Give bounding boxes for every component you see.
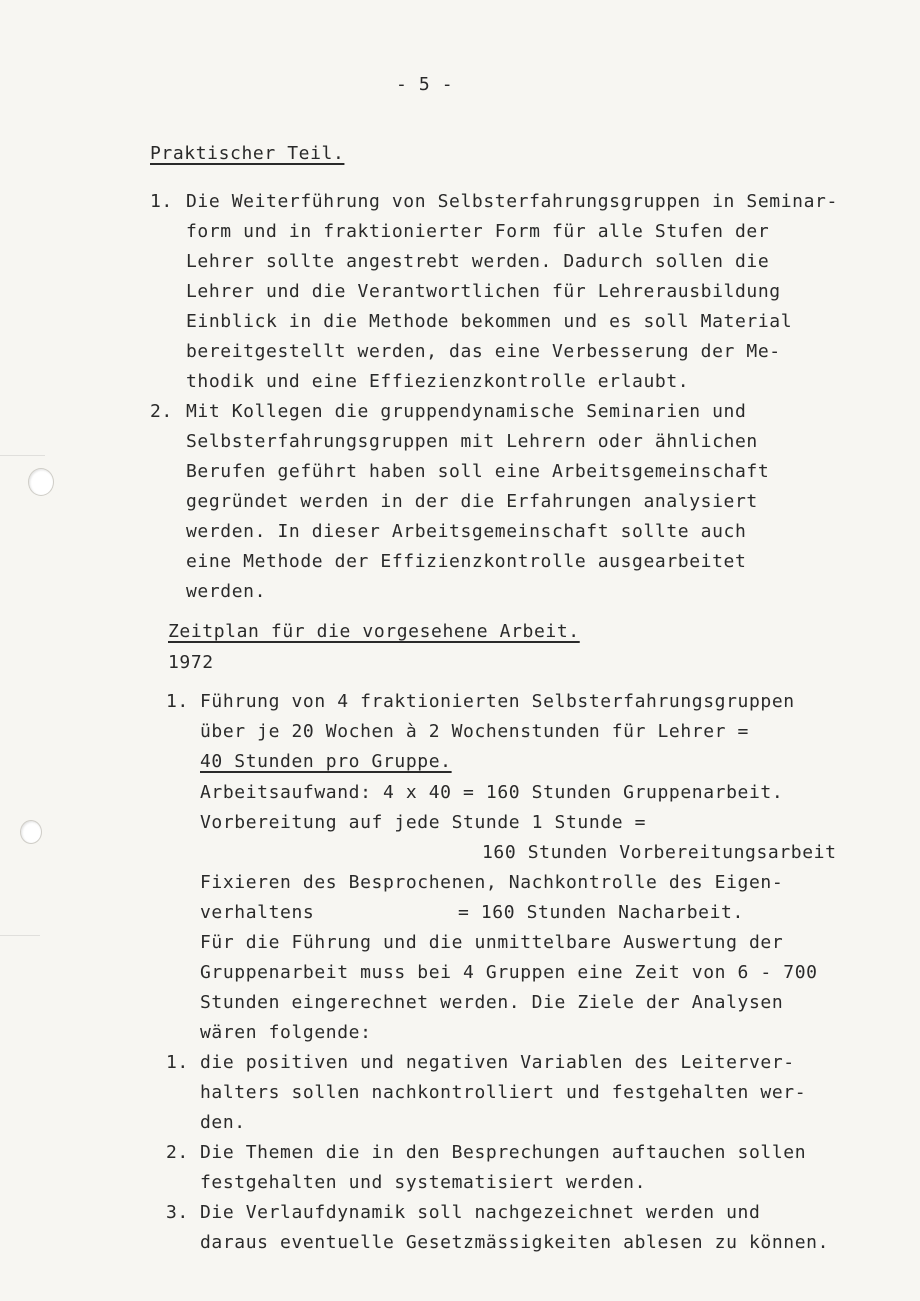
goal-1-line: den. [200, 1112, 246, 1133]
goal-3-number: 3. [166, 1202, 189, 1223]
schedule-line: wären folgende: [200, 1022, 372, 1043]
practical-item-2-line: gegründet werden in der die Erfahrungen analysiert [186, 491, 758, 512]
punch-hole-top [28, 468, 54, 496]
schedule-line: verhaltens [200, 902, 315, 923]
paper-mark [0, 935, 40, 936]
schedule-line: Vorbereitung auf jede Stunde 1 Stunde = [200, 812, 647, 833]
schedule-line-underlined: 40 Stunden pro Gruppe. [200, 751, 452, 772]
practical-item-1-line: Die Weiterführung von Selbsterfahrungsgruppen in Seminar- [186, 191, 838, 212]
goal-1-number: 1. [166, 1052, 189, 1073]
practical-item-2-line: werden. In dieser Arbeitsgemeinschaft sollte auch [186, 521, 747, 542]
punch-hole-bottom [20, 820, 42, 844]
practical-item-2-line: Mit Kollegen die gruppendynamische Seminarien und [186, 401, 747, 422]
practical-item-2-line: werden. [186, 581, 267, 602]
schedule-line: Gruppenarbeit muss bei 4 Gruppen eine Zeit von 6 - 700 [200, 962, 818, 983]
practical-item-2-line: Berufen geführt haben soll eine Arbeitsgemeinschaft [186, 461, 770, 482]
practical-item-1-line: Lehrer sollte angestrebt werden. Dadurch sollen die [186, 251, 770, 272]
goal-2-line: festgehalten und systematisiert werden. [200, 1172, 647, 1193]
schedule-line: Für die Führung und die unmittelbare Auswertung der [200, 932, 784, 953]
practical-item-2-line: Selbsterfahrungsgruppen mit Lehrern oder ähnlichen [186, 431, 758, 452]
schedule-line: Arbeitsaufwand: 4 x 40 = 160 Stunden Gruppenarbeit. [200, 782, 784, 803]
schedule-line: Fixieren des Besprochenen, Nachkontrolle des Eigen- [200, 872, 784, 893]
practical-item-1-line: Lehrer und die Verantwortlichen für Lehrerausbildung [186, 281, 781, 302]
schedule-item-number: 1. [166, 691, 189, 712]
practical-item-1-line: bereitgestellt werden, das eine Verbesserung der Me- [186, 341, 781, 362]
goal-2-number: 2. [166, 1142, 189, 1163]
paper-mark [0, 455, 45, 456]
heading-schedule: Zeitplan für die vorgesehene Arbeit. [168, 621, 580, 642]
goal-3-line: daraus eventuelle Gesetzmässigkeiten ablesen zu können. [200, 1232, 830, 1253]
schedule-line: Stunden eingerechnet werden. Die Ziele der Analysen [200, 992, 784, 1013]
practical-item-1-line: Einblick in die Methode bekommen und es soll Material [186, 311, 793, 332]
goal-2-line: Die Themen die in den Besprechungen auftauchen sollen [200, 1142, 807, 1163]
schedule-line: = 160 Stunden Nacharbeit. [458, 902, 744, 923]
heading-practical: Praktischer Teil. [150, 143, 345, 164]
practical-item-2-number: 2. [150, 401, 173, 422]
schedule-line: über je 20 Wochen à 2 Wochenstunden für Lehrer = [200, 721, 749, 742]
goal-3-line: Die Verlaufdynamik soll nachgezeichnet werden und [200, 1202, 761, 1223]
schedule-line: 160 Stunden Vorbereitungsarbeit [482, 842, 837, 863]
practical-item-1-number: 1. [150, 191, 173, 212]
goal-1-line: halters sollen nachkontrolliert und festgehalten wer- [200, 1082, 807, 1103]
goal-1-line: die positiven und negativen Variablen des Leiterver- [200, 1052, 795, 1073]
schedule-year: 1972 [168, 652, 214, 673]
page-number: - 5 - [396, 74, 454, 95]
practical-item-1-line: thodik und eine Effiezienzkontrolle erlaubt. [186, 371, 690, 392]
practical-item-1-line: form und in fraktionierter Form für alle Stufen der [186, 221, 770, 242]
practical-item-2-line: eine Methode der Effizienzkontrolle ausgearbeitet [186, 551, 747, 572]
schedule-line: Führung von 4 fraktionierten Selbsterfahrungsgruppen [200, 691, 795, 712]
